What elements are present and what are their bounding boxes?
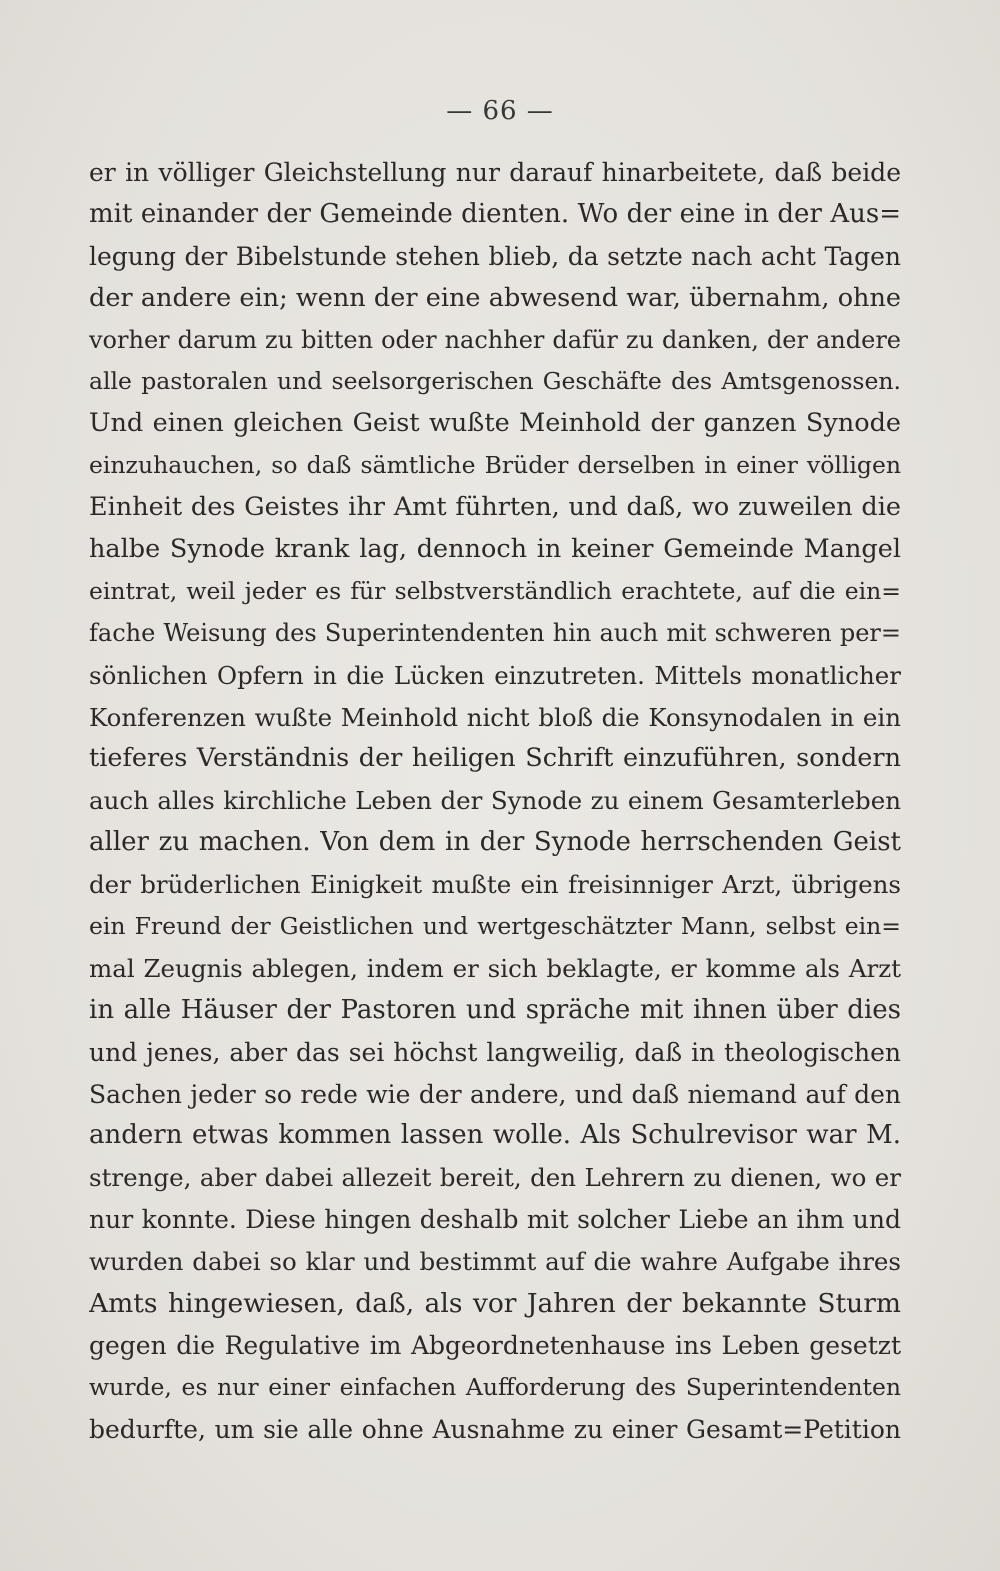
text-line: bedurfte, um sie alle ohne Ausnahme zu einer Gesamt=Petition: [89, 1414, 901, 1444]
text-line: strenge, aber dabei allezeit bereit, den Lehrern zu dienen, wo er: [89, 1163, 901, 1193]
text-line: gegen die Regulative im Abgeordnetenhause ins Leben gesetzt: [89, 1330, 901, 1360]
text-line: wurde, es nur einer einfachen Aufforderung des Superintendenten: [89, 1372, 901, 1401]
text-line: eintrat, weil jeder es für selbstverständlich erachtete, auf die ein=: [89, 576, 901, 605]
text-line: fache Weisung des Superintendenten hin auch mit schweren per=: [89, 618, 901, 647]
text-line: auch alles kirchliche Leben der Synode zu einem Gesamterleben: [89, 786, 901, 816]
text-line: andern etwas kommen lassen wolle. Als Schulrevisor war M.: [89, 1120, 901, 1151]
text-line: mit einander der Gemeinde dienten. Wo der eine in der Aus=: [89, 198, 901, 229]
text-line: legung der Bibelstunde stehen blieb, da setzte nach acht Tagen: [89, 241, 901, 271]
text-line: halbe Synode krank lag, dennoch in keiner Gemeinde Mangel: [89, 534, 901, 565]
text-line: mal Zeugnis ablegen, indem er sich beklagte, er komme als Arzt: [89, 953, 901, 983]
text-line: Konferenzen wußte Meinhold nicht bloß die Konsynodalen in ein: [89, 702, 901, 732]
text-line: einzuhauchen, so daß sämtliche Brüder derselben in einer völligen: [89, 451, 901, 480]
text-line: Einheit des Geistes ihr Amt führten, und daß, wo zuweilen die: [89, 492, 901, 523]
text-line: der andere ein; wenn der eine abwesend war, übernahm, ohne: [89, 282, 901, 313]
text-line: er in völliger Gleichstellung nur darauf hinarbeitete, daß beide: [89, 158, 901, 187]
text-line: wurden dabei so klar und bestimmt auf die wahre Aufgabe ihres: [89, 1247, 901, 1277]
text-line: aller zu machen. Von dem in der Synode herrschenden Geist: [89, 827, 901, 858]
text-line: in alle Häuser der Pastoren und spräche mit ihnen über dies: [89, 994, 901, 1025]
text-line: Und einen gleichen Geist wußte Meinhold der ganzen Synode: [89, 408, 901, 439]
text-line: sönlichen Opfern in die Lücken einzutreten. Mittels monatlicher: [89, 660, 901, 690]
text-line: tieferes Verständnis der heiligen Schrift einzuführen, sondern: [89, 743, 901, 774]
text-line: ein Freund der Geistlichen und wertgeschätzter Mann, selbst ein=: [89, 912, 901, 941]
text-line: Amts hingewiesen, daß, als vor Jahren der bekannte Sturm: [89, 1288, 901, 1320]
text-line: und jenes, aber das sei höchst langweilig, daß in theologischen: [89, 1037, 901, 1067]
text-line: der brüderlichen Einigkeit mußte ein freisinniger Arzt, übrigens: [89, 870, 901, 900]
text-line: alle pastoralen und seelsorgerischen Geschäfte des Amtsgenossen.: [89, 367, 901, 396]
text-line: nur konnte. Diese hingen deshalb mit solcher Liebe an ihm und: [89, 1205, 901, 1235]
body-text: [89, 152, 901, 1451]
text-line: Sachen jeder so rede wie der andere, und daß niemand auf den: [89, 1079, 901, 1109]
text-line: vorher darum zu bitten oder nachher dafür zu danken, der andere: [89, 325, 901, 354]
page-number: — 66 —: [446, 96, 554, 126]
